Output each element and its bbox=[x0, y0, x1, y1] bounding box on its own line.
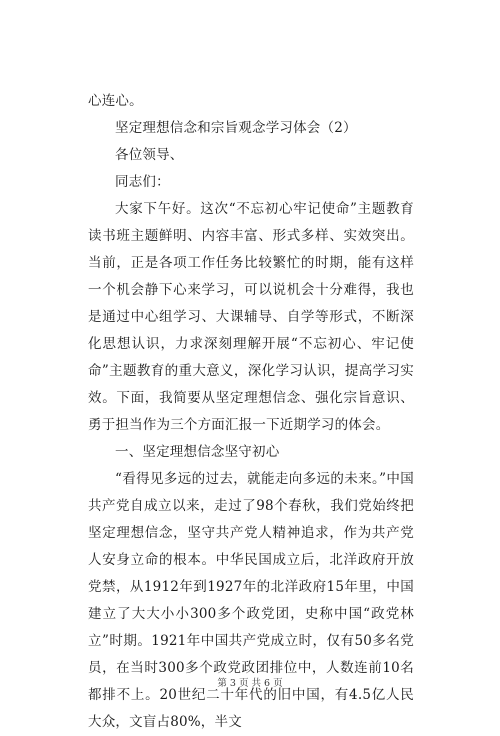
page-number-footer: 第 3 页 共 6 页 bbox=[217, 678, 283, 689]
document-body bbox=[88, 88, 414, 736]
salutation-leaders: 各位领导、 bbox=[115, 147, 184, 163]
paragraph-history: “看得见多远的过去，就能走向多远的未来。”中国共产党自成立以来，走过了98个春秋，我们党始终把坚定理想信念，坚守共产党人精神追求，作为共产党人安身立命的根本。中华民国成立后，北洋政府开放党禁，从1912年到1927年的北洋政府15年里，中国建立了大大小小300多个政党团，史称中国“政党林立”时期。1921年中国共产党成立时，仅有50多名党员，在当时300多个政党政团排位中，人数连前10名都排不上。20世纪二十年代的旧中国，有4.5亿人民大众，文盲占80%，半文 bbox=[88, 471, 414, 730]
paragraph-continuation: 心连心。 bbox=[88, 93, 143, 109]
section-title: 坚定理想信念和宗旨观念学习体会（2） bbox=[115, 120, 357, 136]
section-heading-1: 一、坚定理想信念坚守初心 bbox=[115, 444, 280, 460]
paragraph-intro: 大家下午好。这次“不忘初心牢记使命”主题教育读书班主题鲜明、内容丰富、形式多样、实效突出。当前，正是各项工作任务比较繁忙的时期，能有这样一个机会静下心来学习，可以说机会十分难得，我也是通过中心组学习、大课辅导、自学等形式，不断深化思想认识，力求深刻理解开展“不忘初心、牢记使命”主题教育的重大意义，深化学习认识，提高学习实效。下面，我简要从坚定理想信念、强化宗旨意识、勇于担当作为三个方面汇报一下近期学习的体会。 bbox=[88, 201, 414, 433]
salutation-comrades: 同志们： bbox=[115, 174, 170, 190]
